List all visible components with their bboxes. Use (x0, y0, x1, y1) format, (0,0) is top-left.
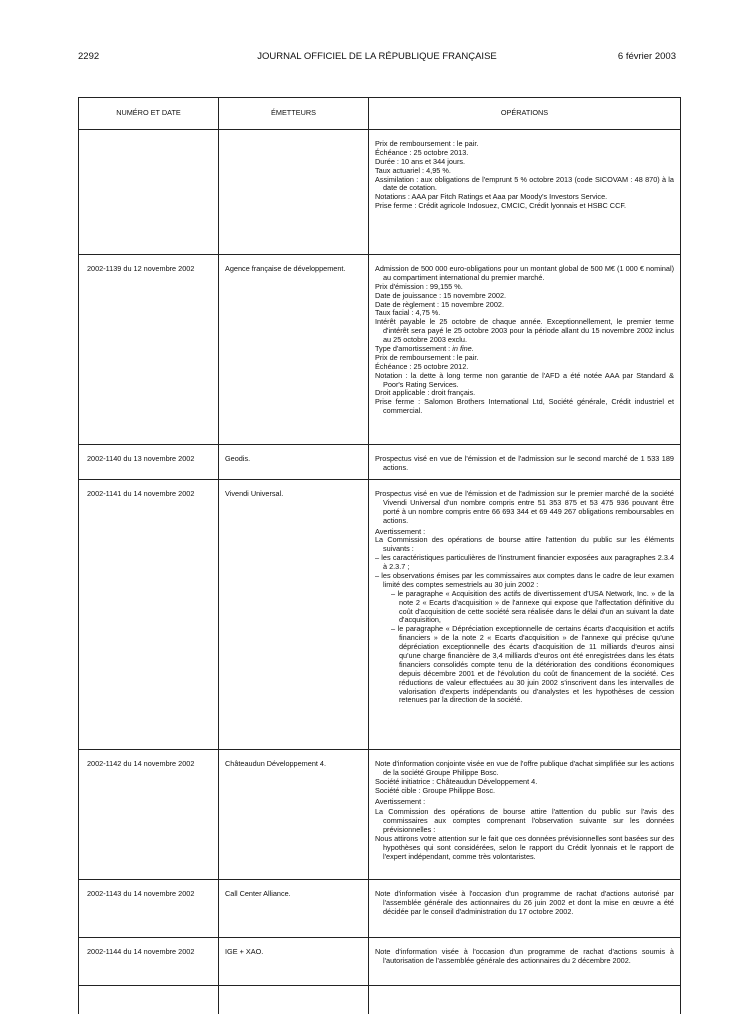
table-row (79, 445, 681, 480)
row-issuer: Geodis. (219, 445, 369, 480)
table-row (79, 750, 681, 880)
op-line: Droit applicable : droit français. (375, 389, 674, 398)
op-line: Société initiatrice : Châteaudun Développement 4. (375, 778, 674, 787)
row-number: 2002-1139 du 12 novembre 2002 (79, 255, 219, 445)
op-line: – le paragraphe « Dépréciation exceptionnelle de certains écarts d'acquisition et actifs financiers » de la note 2 « Ecarts d'acquisition » de l'annexe qui précise qu'une dépréciation exceptionnelle des écarts d'acquisition de 11 milliards d'euros ainsi qu'une charge financière de 3,4 milliards d'euros ont été enregistrées dans les états financiers consolidés compte tenu de la détérioration des conditions économiques depuis décembre 2001 et de l'évolution du coût de financement de la société. Ces réductions de valeur effectuées au 30 juin 2002 s'inscrivent dans les intervalles de valorisation d'experts indépendants ou d'analystes et les hypothèses de cession retenues par la direction de la société. (383, 625, 674, 705)
table-row (79, 130, 681, 255)
op-line: Taux facial : 4,75 %. (375, 309, 674, 318)
row-operations (369, 445, 681, 480)
table-row (79, 480, 681, 750)
op-line: Avertissement : (375, 528, 674, 537)
row-operations (369, 938, 681, 986)
row-number: 2002-1143 du 14 novembre 2002 (79, 880, 219, 938)
row-operations (369, 750, 681, 880)
op-line: Avertissement : (375, 798, 674, 807)
op-line: Note d'information visée à l'occasion d'un programme de rachat d'actions soumis à l'autorisation de l'assemblée générale des actionnaires du 2 décembre 2002. (375, 948, 674, 966)
op-line: Note d'information conjointe visée en vue de l'offre publique d'achat simplifiée sur les actions de la société Groupe Philippe Bosc. (375, 760, 674, 778)
op-line: Intérêt payable le 25 octobre de chaque année. Exceptionnellement, le premier terme d'intérêt sera payé le 25 octobre 2003 pour la période allant du 15 novembre 2002 inclus au 25 octobre 2003 exclu. (375, 318, 674, 345)
row-number (79, 130, 219, 255)
column-header-issuer: ÉMETTEURS (219, 98, 369, 130)
row-issuer (219, 130, 369, 255)
row-operations (369, 130, 681, 255)
op-line: Date de règlement : 15 novembre 2002. (375, 301, 674, 310)
table-row (79, 938, 681, 986)
op-line: La Commission des opérations de bourse attire l'attention du public sur les éléments suivants : (375, 536, 674, 554)
op-line: La Commission des opérations de bourse attire l'attention du public sur l'avis des commissaires aux comptes comprenant l'observation suivante sur les données prévisionnelles : (375, 808, 674, 835)
op-line: – les observations émises par les commissaires aux comptes dans le cadre de leur examen limité des comptes semestriels au 30 juin 2002 : (375, 572, 674, 590)
running-header (78, 51, 676, 63)
op-line: Prix de remboursement : le pair. (375, 140, 674, 149)
op-line: Date de jouissance : 15 novembre 2002. (375, 292, 674, 301)
table-header-row (79, 98, 681, 130)
op-line: Notation : la dette à long terme non garantie de l'AFD a été notée AAA par Standard & Poor's Rating Services. (375, 372, 674, 390)
row-issuer: Call Center Alliance. (219, 880, 369, 938)
op-line: Assimilation : aux obligations de l'emprunt 5 % octobre 2013 (code SICOVAM : 48 870) à la date de cotation. (375, 176, 674, 194)
op-line: Notations : AAA par Fitch Ratings et Aaa par Moody's Investors Service. (375, 193, 674, 202)
op-line: Note d'information visée à l'occasion d'un programme de rachat d'actions autorisé par l'assemblée générale des actionnaires du 26 juin 2002 et dont la mise en œuvre a été décidée par le conseil d'administration du 17 octobre 2002. (375, 890, 674, 917)
op-line: – le paragraphe « Acquisition des actifs de divertissement d'USA Network, Inc. » de la note 2 « Ecarts d'acquisition » de l'annexe qui expose que l'affectation définitive du coût d'acquisition de cette société sera réalisée dans le délai d'un an suivant la date d'acquisition, (383, 590, 674, 626)
op-line: Taux actuariel : 4,95 %. (375, 167, 674, 176)
table-row (79, 255, 681, 445)
row-number: 2002-1142 du 14 novembre 2002 (79, 750, 219, 880)
op-line: Échéance : 25 octobre 2012. (375, 363, 674, 372)
op-line: Société cible : Groupe Philippe Bosc. (375, 787, 674, 796)
table-row (79, 880, 681, 938)
row-number: 2002-1141 du 14 novembre 2002 (79, 480, 219, 750)
op-line: Prospectus visé en vue de l'émission et de l'admission sur le second marché de 1 533 189 actions. (375, 455, 674, 473)
op-line: Prise ferme : Salomon Brothers International Ltd, Société générale, Crédit industriel et commercial. (375, 398, 674, 416)
op-line: – les caractéristiques particulières de l'instrument financier exposées aux paragraphes 2.3.4 à 2.3.7 ; (375, 554, 674, 572)
op-line: Nous attirons votre attention sur le fait que ces données prévisionnelles sont basées sur des hypothèses qui sont considérées, selon le rapport du Crédit lyonnais et le rapport de l'expert indépendant, comme très volontaristes. (375, 835, 674, 862)
op-line: Prospectus visé en vue de l'émission et de l'admission sur le premier marché de la société Vivendi Universal d'un nombre compris entre 51 353 875 et 53 475 936 pouvant être porté à un nombre compris entre 66 693 344 et 69 449 267 obligations remboursables en actions. (375, 490, 674, 526)
row-number: 2002-1140 du 13 novembre 2002 (79, 445, 219, 480)
op-line: Prix de remboursement : le pair. (375, 354, 674, 363)
row-issuer: Agence française de développement. (219, 255, 369, 445)
op-label: Type d'amortissement : (375, 344, 452, 353)
row-operations (369, 480, 681, 750)
row-issuer: IGE + XAO. (219, 938, 369, 986)
row-operations (369, 880, 681, 938)
operations-table (78, 97, 681, 1014)
op-line: Admission de 500 000 euro-obligations pour un montant global de 500 M€ (1 000 € nominal) au compartiment international du premier marché. (375, 265, 674, 283)
column-header-number: NUMÉRO ET DATE (79, 98, 219, 130)
row-issuer: Vivendi Universal. (219, 480, 369, 750)
row-number: 2002-1144 du 14 novembre 2002 (79, 938, 219, 986)
page-number: 2292 (78, 51, 99, 62)
op-value: in fine. (452, 344, 474, 353)
op-line: Prise ferme : Crédit agricole Indosuez, CMCIC, Crédit lyonnais et HSBC CCF. (375, 202, 674, 211)
issue-date: 6 février 2003 (618, 51, 676, 62)
row-operations (369, 255, 681, 445)
op-line: Échéance : 25 octobre 2013. (375, 149, 674, 158)
journal-title: JOURNAL OFFICIEL DE LA RÉPUBLIQUE FRANÇAISE (78, 51, 676, 62)
op-line: Durée : 10 ans et 344 jours. (375, 158, 674, 167)
op-line: Prix d'émission : 99,155 %. (375, 283, 674, 292)
row-issuer: Châteaudun Développement 4. (219, 750, 369, 880)
column-header-operations: OPÉRATIONS (369, 98, 681, 130)
